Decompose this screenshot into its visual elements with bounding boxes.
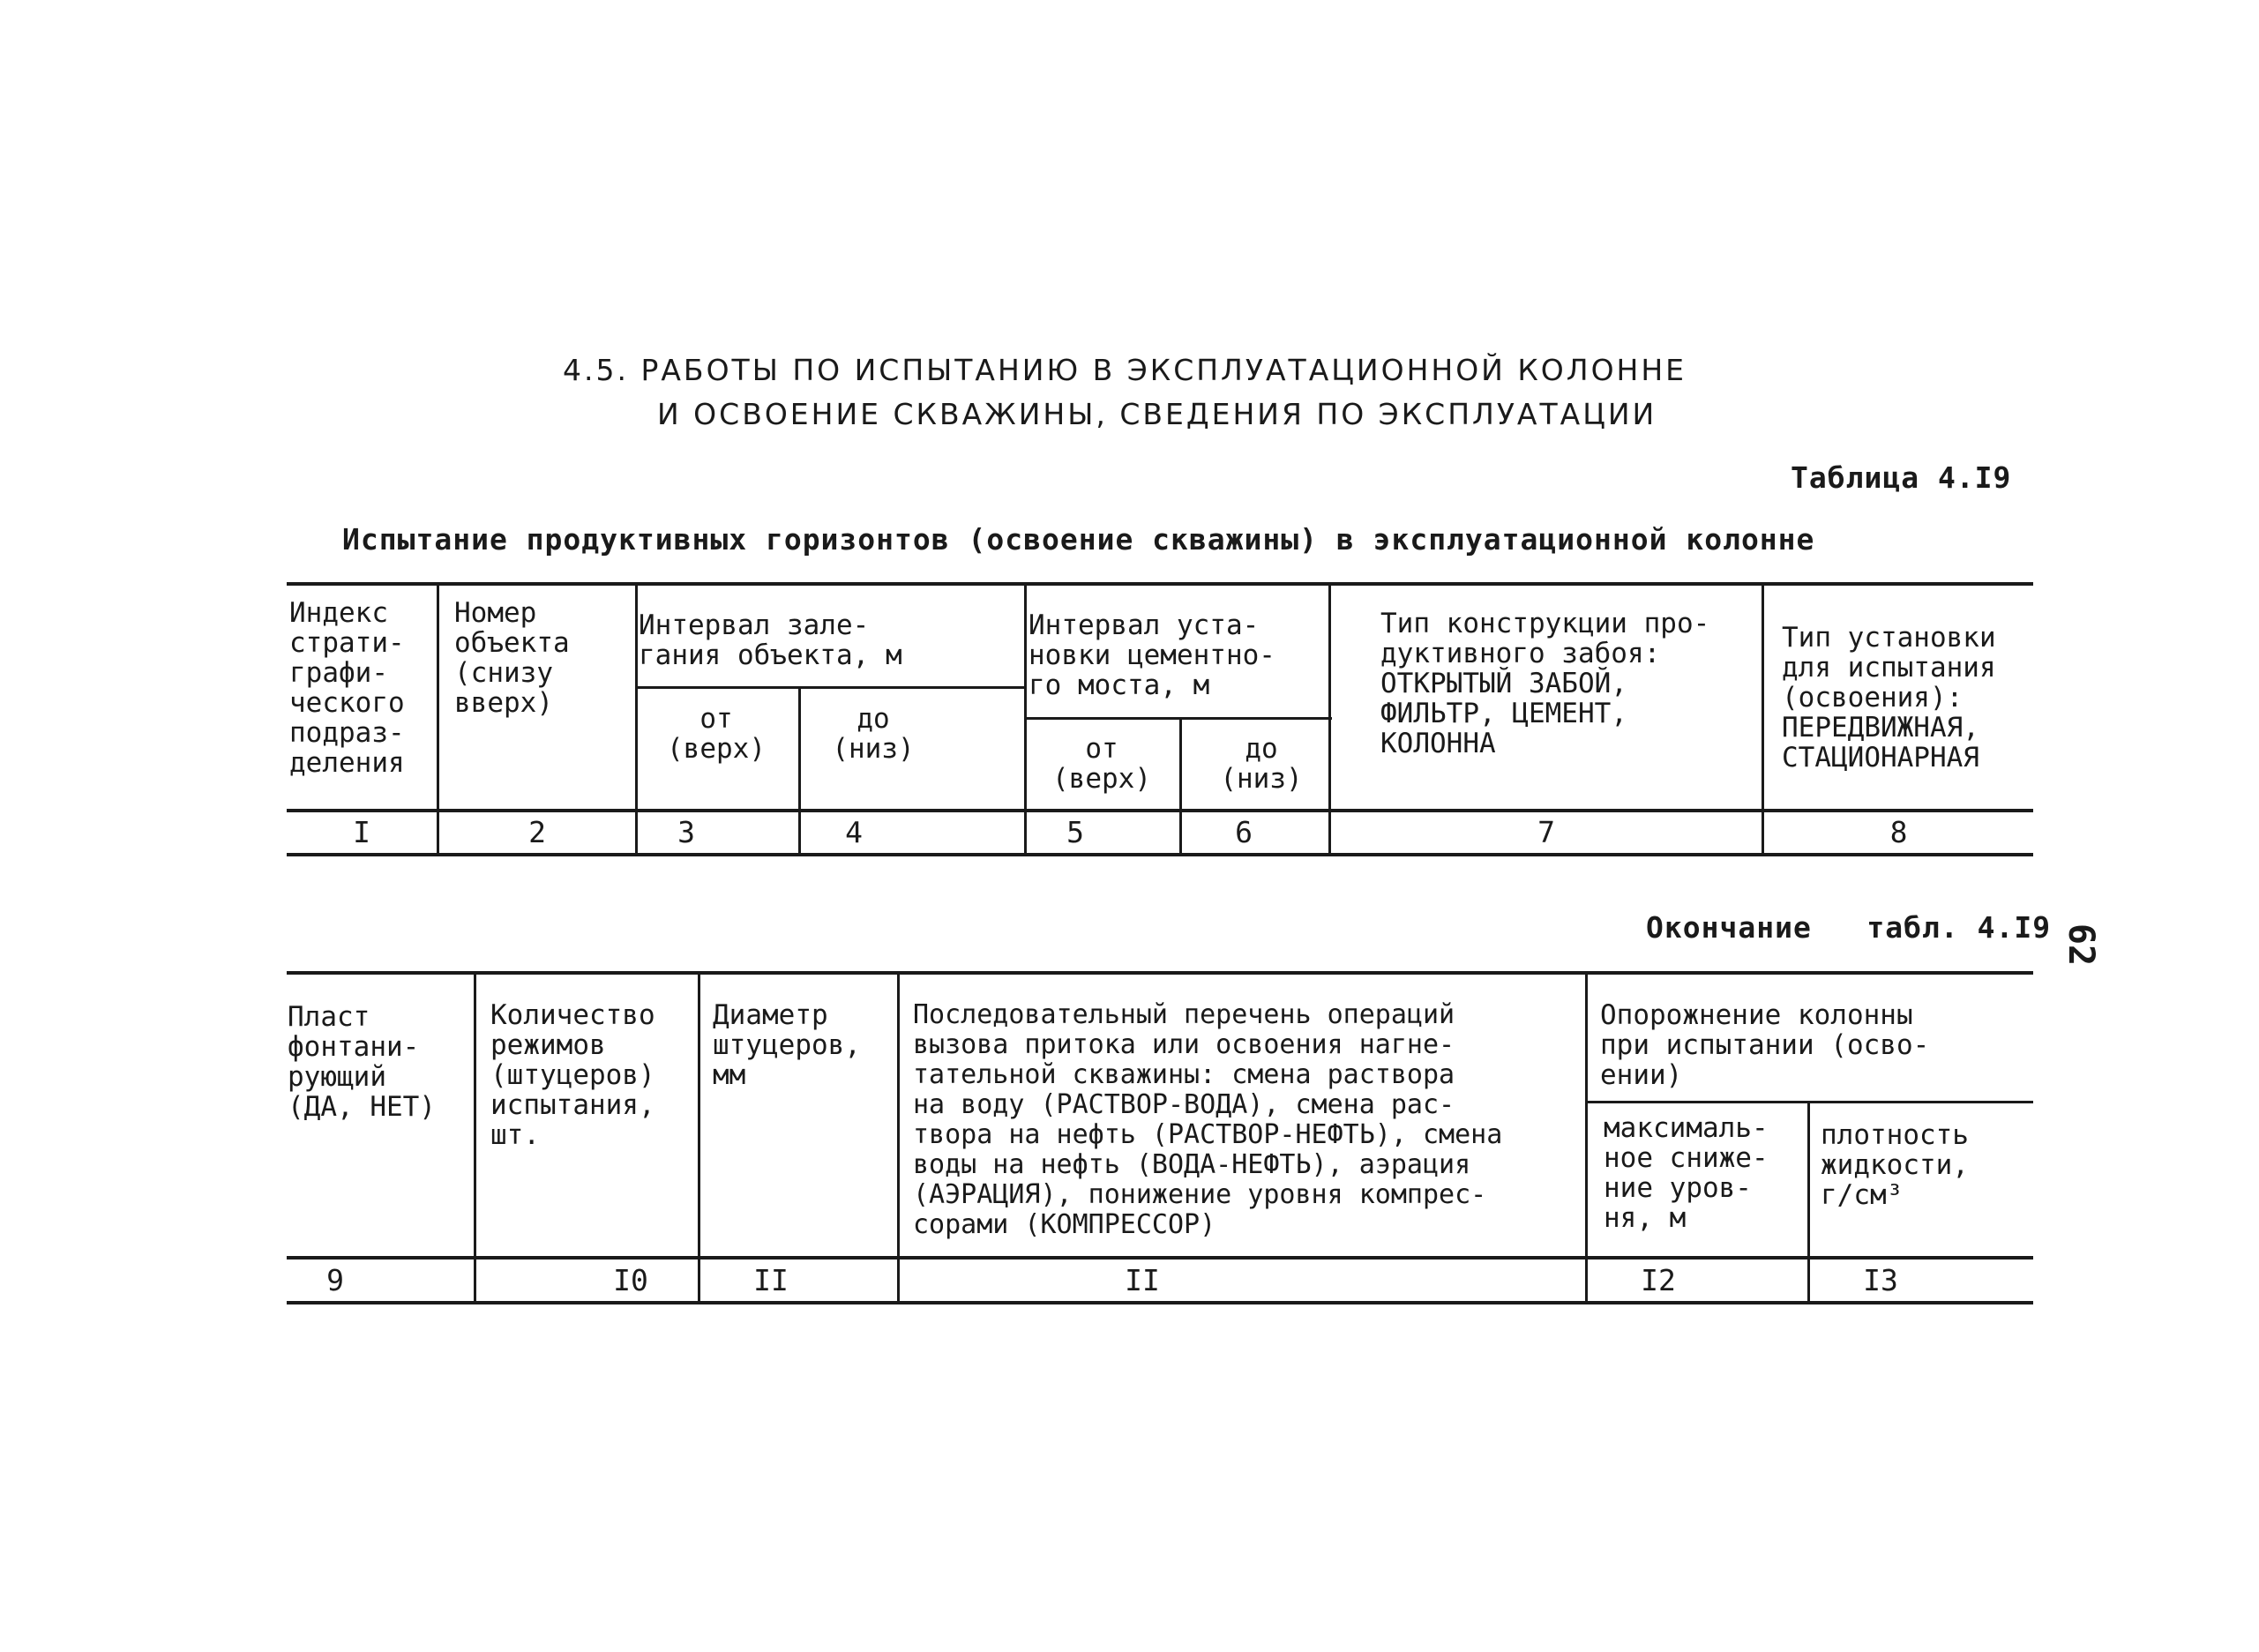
- section-heading-line2: И ОСВОЕНИЕ СКВАЖИНЫ, СВЕДЕНИЯ ПО ЭКСПЛУАТАЦИИ: [657, 397, 1657, 431]
- table1-col3-group-header: Интервал зале- гания объекта, м: [639, 609, 902, 671]
- table2-col11-header: Диаметр штуцеров, мм: [713, 999, 861, 1091]
- table-caption: Испытание продуктивных горизонтов (освоение скважины) в эксплуатационной колонне: [342, 522, 1815, 557]
- table2-vline: [474, 971, 476, 1304]
- table2-colnum: I2: [1641, 1263, 1676, 1297]
- table1-col5-group-header: Интервал уста- новки цементно- го моста, м: [1029, 609, 1275, 701]
- table2-vline: [897, 971, 900, 1304]
- table1-colnum: I: [353, 815, 370, 849]
- table2-col13-group-header: Опорожнение колонны при испытании (осво- ении): [1600, 999, 1930, 1091]
- table1-colnum: 7: [1537, 815, 1555, 849]
- table2-vline: [1585, 971, 1588, 1304]
- table-label: Таблица 4.I9: [1791, 460, 2012, 495]
- table2-top-border: [287, 971, 2033, 975]
- table2-col12-header: Последовательный перечень операций вызова притока или освоения нагне- тательной скважины: смена раствора на воду (РАСТВОР-ВОДА), смена рас- твора на нефть (РАСТВОР-НЕФТЬ), смена воды на нефть (ВОДА-НЕФТЬ), аэрация (АЭРАЦИЯ), понижение уровня компрес- сорами (КОМПРЕССОР): [913, 999, 1503, 1240]
- table1-colnum: 3: [677, 815, 695, 849]
- table2-colnum: I0: [613, 1263, 648, 1297]
- table1-col6-to-header: до (низ): [1220, 733, 1303, 795]
- table1-colnum: 2: [528, 815, 546, 849]
- table2-colnum: 9: [326, 1263, 344, 1297]
- table1-bottom-border: [287, 853, 2033, 856]
- table1-colnum: 8: [1889, 815, 1908, 849]
- table1-colnum: 6: [1235, 815, 1253, 849]
- section-heading-line1: 4.5. РАБОТЫ ПО ИСПЫТАНИЮ В ЭКСПЛУАТАЦИОННОЙ КОЛОННЕ: [563, 353, 1687, 387]
- table2-colnum: I3: [1863, 1263, 1898, 1297]
- table1-col7-header: Тип конструкции про- дуктивного забоя: ОТКРЫТЫЙ ЗАБОЙ, ФИЛЬТР, ЦЕМЕНТ, КОЛОННА: [1380, 608, 1710, 759]
- continuation-label: Окончание табл. 4.I9: [1646, 910, 2052, 945]
- table2-header-bottom: [287, 1256, 2033, 1260]
- table1-colnum: 4: [845, 815, 863, 849]
- table2-col13-max-header: максималь- ное сниже- ние уров- ня, м: [1604, 1112, 1769, 1234]
- table1-col3-from-header: от (верх): [667, 703, 766, 765]
- table1-col2-header: Номер объекта (снизу вверх): [454, 597, 570, 719]
- table1-top-border: [287, 582, 2033, 586]
- table2-col14-density-header: плотность жидкости, г/см³: [1821, 1119, 1969, 1211]
- table2-bottom-border: [287, 1301, 2033, 1304]
- table2-subheader-line: [1588, 1101, 2033, 1103]
- page-number: 62: [2061, 923, 2102, 967]
- table1-subheader-line-a: [637, 686, 1027, 689]
- table2-vline: [698, 971, 700, 1304]
- table1-col1-header: Индекс страти- графи- ческого подраз- деления: [289, 597, 405, 779]
- table1-col5-from-header: от (верх): [1052, 733, 1151, 795]
- table2-col9-header: Пласт фонтани- рующий (ДА, НЕТ): [288, 1001, 436, 1123]
- table2-col10-header: Количество режимов (штуцеров) испытания, шт.: [490, 999, 655, 1151]
- table1-colnum: 5: [1066, 815, 1084, 849]
- table1-header-bottom: [287, 809, 2033, 812]
- table2-colnum: II: [1125, 1263, 1160, 1297]
- table1-col4-to-header: до (низ): [832, 703, 915, 765]
- table1-col8-header: Тип установки для испытания (освоения): ПЕРЕДВИЖНАЯ, СТАЦИОНАРНАЯ: [1782, 622, 1996, 774]
- table2-colnum: II: [753, 1263, 789, 1297]
